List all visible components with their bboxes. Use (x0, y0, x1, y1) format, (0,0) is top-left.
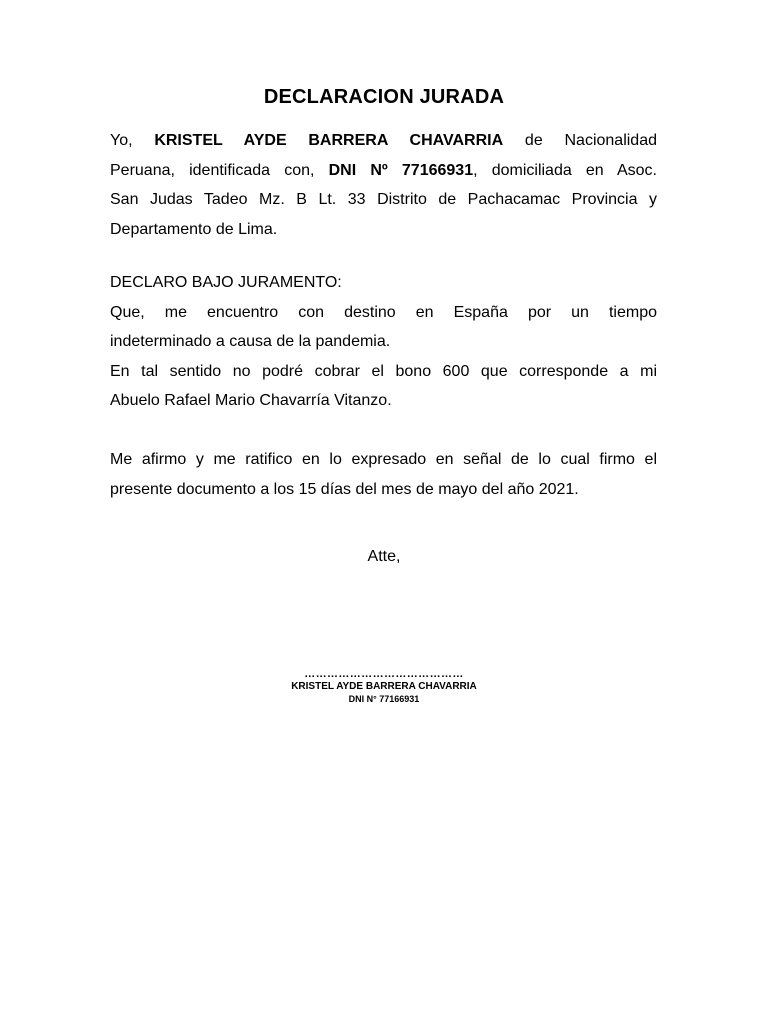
closing-text: Atte, (367, 548, 401, 565)
signature-name: KRISTEL AYDE BARRERA CHAVARRIA (291, 681, 477, 692)
identity-text-nationality: de Nacionalidad (503, 132, 657, 149)
signature-block (234, 668, 534, 705)
identity-line-1 (110, 126, 657, 156)
identity-line-4: Departamento de Lima. (110, 220, 278, 238)
identity-text-identified: Peruana, identificada con, (110, 161, 329, 179)
document-title: DECLARACION JURADA (263, 86, 505, 108)
affirmation-paragraph (110, 445, 657, 504)
identity-paragraph (110, 126, 657, 244)
affirmation-line-2: presente documento a los 15 días del mes de mayo del año 2021. (110, 480, 579, 498)
affirmation-line-1: Me afirmo y me ratifico en lo expresado en señal de lo cual firmo el (110, 451, 657, 468)
declaration-paragraph (110, 268, 657, 416)
identity-text-domicile: , domiciliada en Asoc. (473, 161, 657, 179)
signature-dni: DNI N° 77166931 (348, 694, 420, 704)
declaration-line-3: indeterminado a causa de la pandemia. (110, 333, 391, 350)
declaration-heading: DECLARO BAJO JURAMENTO: (110, 274, 342, 291)
identity-text-intro: Yo, (110, 132, 155, 149)
declarant-dni: DNI Nº 77166931 (328, 161, 474, 179)
signature-line: …………………………………… (304, 668, 464, 680)
declaration-line-4: En tal sentido no podré cobrar el bono 600 que corresponde a mi (110, 362, 657, 380)
declaration-line-2: Que, me encuentro con destino en España por un tiempo (110, 303, 657, 321)
identity-line-2 (110, 156, 657, 186)
declaration-line-5: Abuelo Rafael Mario Chavarría Vitanzo. (110, 392, 392, 409)
identity-line-3: San Judas Tadeo Mz. B Lt. 33 Distrito de Pachacamac Provincia y (110, 191, 657, 208)
declarant-name: KRISTEL AYDE BARRERA CHAVARRIA (154, 132, 504, 149)
